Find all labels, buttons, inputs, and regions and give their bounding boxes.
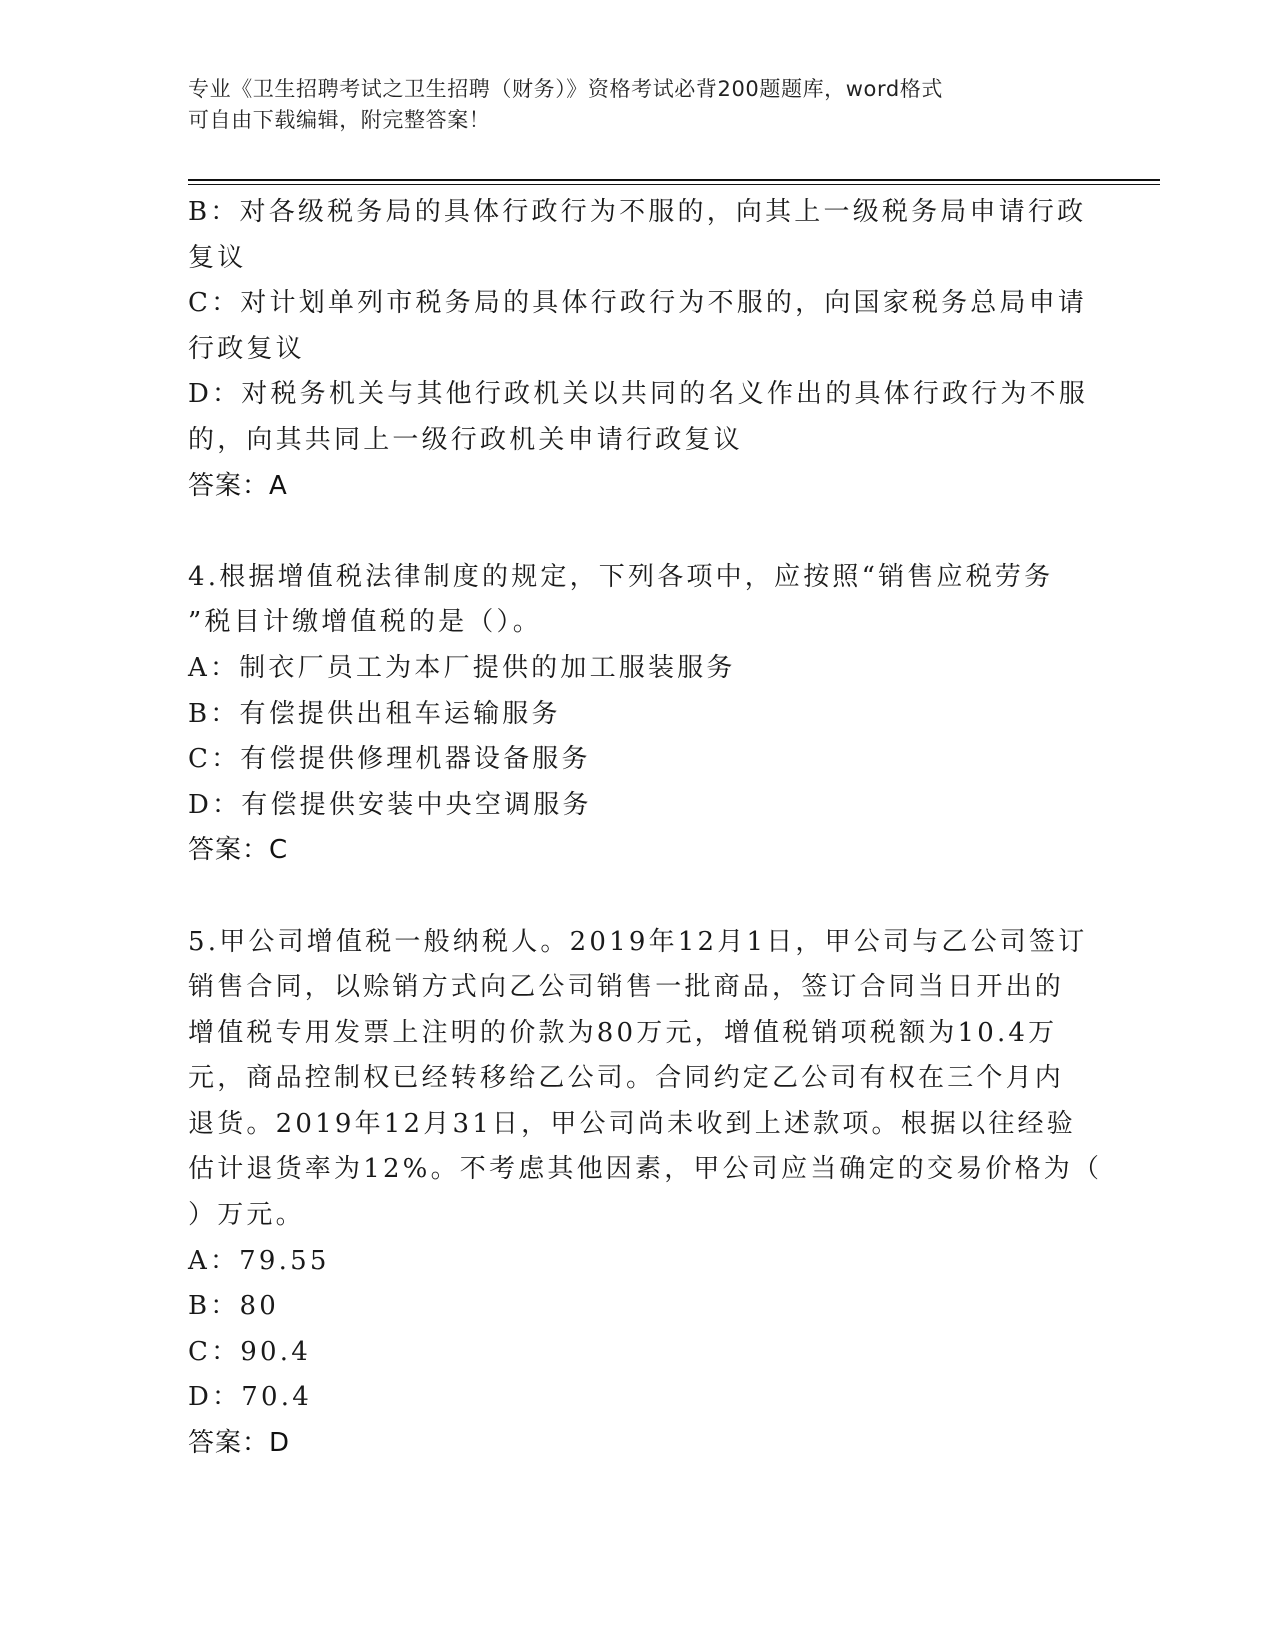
question-3	[188, 190, 1088, 509]
option-c: C：有偿提供修理机器设备服务	[188, 744, 591, 775]
question-4	[188, 555, 1088, 874]
option-d: D：70.4	[188, 1382, 312, 1413]
question-stem-line-3: 增值税专用发票上注明的价款为80万元，增值税销项税额为10.4万	[188, 1017, 1058, 1048]
option-d: D：有偿提供安装中央空调服务	[188, 789, 592, 820]
document-header	[188, 74, 1068, 136]
header-title-line-1: 专业《卫生招聘考试之卫生招聘（财务）》资格考试必背200题题库，word格式	[188, 77, 943, 101]
header-title-line-2: 可自由下载编辑，附完整答案！	[188, 108, 491, 132]
question-spacer	[188, 509, 1088, 555]
option-d-line-2: 的，向其共同上一级行政机关申请行政复议	[188, 424, 743, 455]
question-stem-line-2: ”税目计缴增值税的是（）。	[188, 607, 542, 638]
question-stem-line-1: 4.根据增值税法律制度的规定，下列各项中，应按照“销售应税劳务	[188, 561, 1054, 592]
option-d-line-1: D：对税务机关与其他行政机关以共同的名义作出的具体行政行为不服	[188, 379, 1089, 410]
header-divider-thick	[188, 179, 1160, 181]
option-c-line-2: 行政复议	[188, 333, 305, 364]
option-a: A：制衣厂员工为本厂提供的加工服装服务	[188, 652, 736, 683]
question-5	[188, 920, 1103, 1467]
question-stem-line-4: 元，商品控制权已经转移给乙公司。合同约定乙公司有权在三个月内	[188, 1063, 1065, 1094]
question-stem-line-1: 5.甲公司增值税一般纳税人。2019年12月1日，甲公司与乙公司签订	[188, 926, 1088, 957]
option-b: B：80	[188, 1291, 279, 1322]
answer-label: 答案：D	[188, 1428, 291, 1459]
answer-label: 答案：A	[188, 470, 288, 501]
question-stem-line-2: 销售合同，以赊销方式向乙公司销售一批商品，签订合同当日开出的	[188, 972, 1065, 1003]
answer-label: 答案：C	[188, 835, 289, 866]
question-spacer	[188, 874, 1088, 920]
header-divider-thin	[188, 184, 1160, 185]
option-b-line-1: B：对各级税务局的具体行政行为不服的，向其上一级税务局申请行政	[188, 197, 1087, 227]
question-content	[188, 190, 1103, 1467]
question-stem-line-7: ）万元。	[188, 1200, 305, 1231]
option-a: A：79.55	[188, 1245, 330, 1276]
option-c-line-1: C：对计划单列市税务局的具体行政行为不服的，向国家税务总局申请	[188, 288, 1088, 319]
question-stem-line-5: 退货。2019年12月31日，甲公司尚未收到上述款项。根据以往经验	[188, 1108, 1076, 1139]
question-stem-line-6: 估计退货率为12%。不考虑其他因素，甲公司应当确定的交易价格为（	[188, 1154, 1103, 1185]
option-b: B：有偿提供出租车运输服务	[188, 698, 561, 729]
option-c: C：90.4	[188, 1336, 311, 1367]
option-b-line-2: 复议	[188, 242, 247, 273]
